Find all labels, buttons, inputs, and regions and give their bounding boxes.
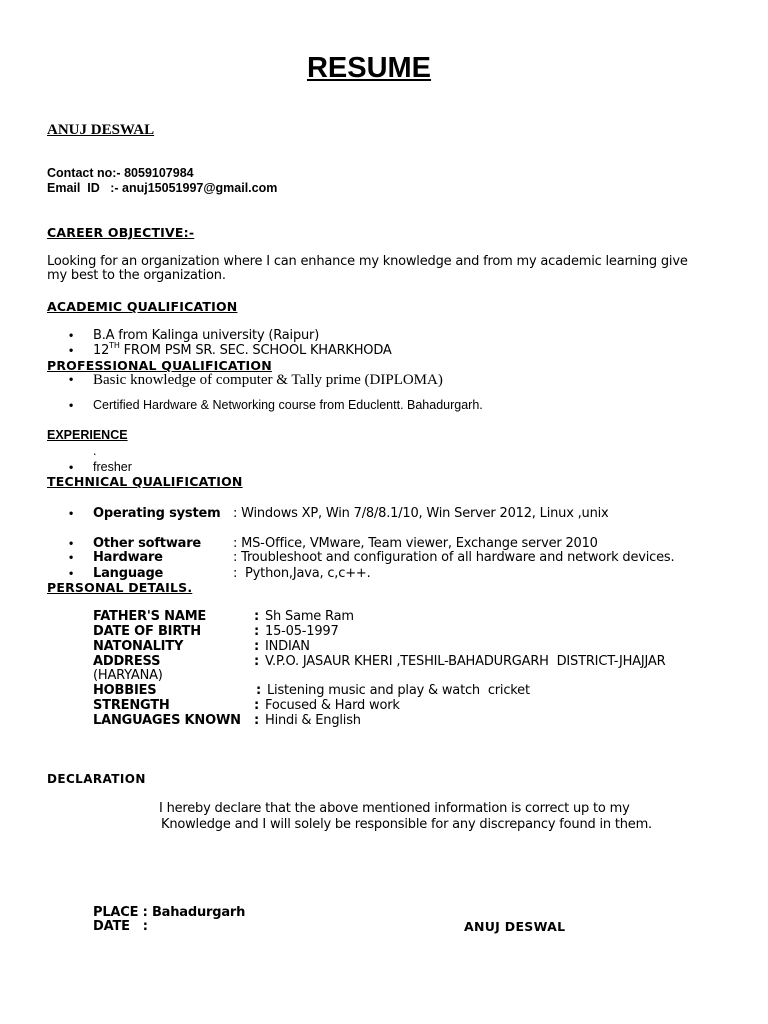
nationality-colon: : xyxy=(254,639,259,654)
technical-heading: TECHNICAL QUALIFICATION xyxy=(47,474,243,489)
place-value: Bahadurgarh xyxy=(151,905,246,920)
tech-software-value: : MS-Office, VMware, Team viewer, Exchange server 2010 xyxy=(233,536,598,551)
place-line xyxy=(93,905,245,920)
career-objective-heading: CAREER OBJECTIVE:- xyxy=(47,225,195,240)
academic-heading: ACADEMIC QUALIFICATION xyxy=(47,299,238,314)
tech-os-value: : Windows XP, Win 7/8/8.1/10, Win Server 2012, Linux ,unix xyxy=(233,506,609,521)
declaration-line-2: Knowledge and I will solely be responsible for any discrepancy found in them. xyxy=(161,817,652,832)
professional-item-2: • Certified Hardware & Networking course from Educlentt. Bahadurgarh. xyxy=(93,398,483,412)
resume-title: RESUME xyxy=(306,52,432,84)
strength-label: STRENGTH xyxy=(93,698,170,713)
academic-item-1: • B.A from Kalinga university (Raipur) xyxy=(93,328,319,343)
tech-language-value: : Python,Java, c,c++. xyxy=(233,566,371,581)
experience-dot: . xyxy=(93,444,97,458)
hobbies-colon: : xyxy=(256,683,261,698)
hobbies-value: Listening music and play & watch cricket xyxy=(267,683,530,698)
contact-email-line xyxy=(47,181,277,195)
personal-heading: PERSONAL DETAILS. xyxy=(47,580,193,595)
signature-name: ANUJ DESWAL xyxy=(464,919,566,934)
tech-hardware-value: : Troubleshoot and configuration of all hardware and network devices. xyxy=(233,550,675,565)
place-label: PLACE : xyxy=(93,905,148,920)
email-label: Email ID :- xyxy=(47,181,119,195)
tech-os-label: • Operating system xyxy=(93,506,220,521)
tech-hardware-label: • Hardware xyxy=(93,550,163,565)
dob-colon: : xyxy=(254,624,259,639)
experience-heading: EXPERIENCE xyxy=(47,428,128,442)
languages-known-colon: : xyxy=(254,713,259,728)
date-label: DATE : xyxy=(93,919,148,934)
father-name-label: FATHER'S NAME xyxy=(93,609,207,624)
nationality-value: INDIAN xyxy=(265,639,310,654)
email-value: anuj15051997@gmail.com xyxy=(122,181,278,195)
dob-value: 15-05-1997 xyxy=(265,624,339,639)
phone-value: 8059107984 xyxy=(124,166,194,180)
career-objective-line-2: my best to the organization. xyxy=(47,268,226,283)
strength-value: Focused & Hard work xyxy=(265,698,400,713)
contact-phone-line xyxy=(47,166,194,180)
father-name-value: Sh Same Ram xyxy=(265,609,354,624)
languages-known-label: LANGUAGES KNOWN xyxy=(93,713,241,728)
hobbies-label: HOBBIES xyxy=(93,683,157,698)
address-colon: : xyxy=(254,654,259,669)
dob-label: DATE OF BIRTH xyxy=(93,624,201,639)
father-name-colon: : xyxy=(254,609,259,624)
address-label: ADDRESS xyxy=(93,654,161,669)
address-value: V.P.O. JASAUR KHERI ,TESHIL-BAHADURGARH DISTRICT-JHAJJAR xyxy=(265,654,666,669)
experience-item-1: • fresher xyxy=(93,460,132,474)
tech-software-label: • Other software xyxy=(93,536,201,551)
address-line-2: (HARYANA) xyxy=(93,668,163,683)
candidate-name: ANUJ DESWAL xyxy=(47,122,155,138)
tech-language-label: • Language xyxy=(93,566,163,581)
strength-colon: : xyxy=(254,698,259,713)
languages-known-value: Hindi & English xyxy=(265,713,361,728)
phone-label: Contact no:- xyxy=(47,166,121,180)
academic-item-2: • 12TH FROM PSM SR. SEC. SCHOOL KHARKHODA xyxy=(93,343,392,358)
professional-item-1: • Basic knowledge of computer & Tally prime (DIPLOMA) xyxy=(93,372,443,389)
declaration-heading: DECLARATION xyxy=(47,772,146,786)
declaration-line-1: I hereby declare that the above mentioned information is correct up to my xyxy=(159,801,630,816)
professional-heading: PROFESSIONAL QUALIFICATION xyxy=(47,358,272,373)
career-objective-line-1: Looking for an organization where I can enhance my knowledge and from my academic learning give xyxy=(47,254,688,269)
nationality-label: NATONALITY xyxy=(93,639,184,654)
